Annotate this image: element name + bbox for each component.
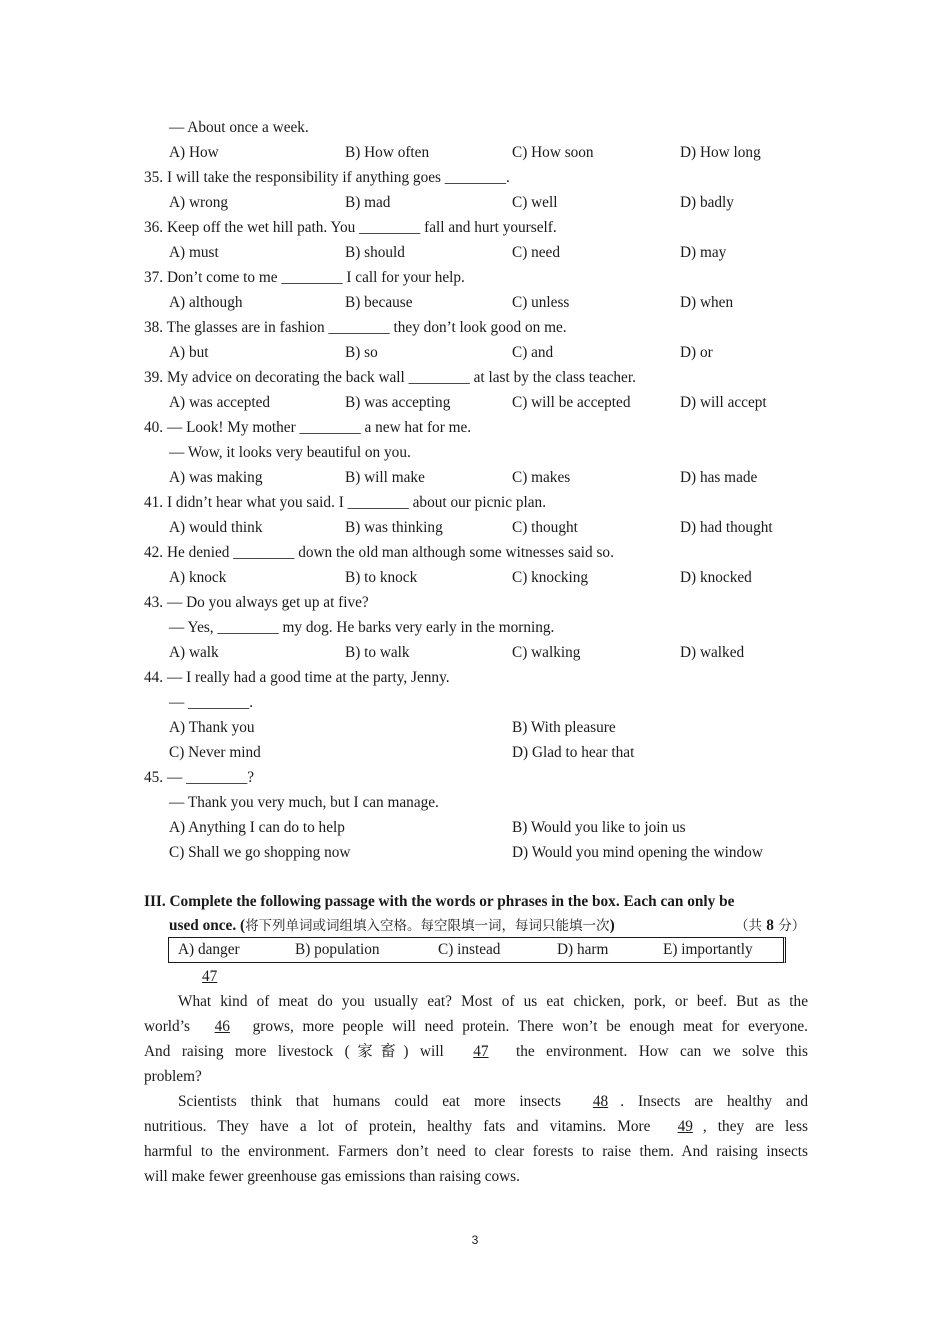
q45-option-b: B) Would you like to join us xyxy=(512,819,686,836)
q41-option-d: D) had thought xyxy=(680,519,773,536)
q36-option-a: A) must xyxy=(169,244,219,261)
q41-option-a: A) would think xyxy=(169,519,263,536)
q39-option-b: B) was accepting xyxy=(345,394,451,411)
q45-option-c: C) Shall we go shopping now xyxy=(169,844,351,861)
q41-stem: 41. I didn’t hear what you said. I ________ about our picnic plan. xyxy=(144,494,547,511)
blank-48: 48 xyxy=(592,1093,609,1110)
p1-line4: problem? xyxy=(144,1068,202,1085)
q43-stem: 43. — Do you always get up at five? xyxy=(144,594,369,611)
q45-option-d: D) Would you mind opening the window xyxy=(512,844,763,861)
q35-option-c: C) well xyxy=(512,194,558,211)
p1-line3-a: And raising more livestock (家畜) will xyxy=(144,1043,444,1060)
p1-line3 xyxy=(144,1040,808,1064)
section3-score xyxy=(735,914,805,938)
q43-option-d: D) walked xyxy=(680,644,745,661)
section3-score-num: 8 xyxy=(766,917,774,934)
q37-option-c: C) unless xyxy=(512,294,570,311)
q44-option-d: D) Glad to hear that xyxy=(512,744,635,761)
q36-option-b: B) should xyxy=(345,244,405,261)
word-box-e: E) importantly xyxy=(663,941,753,958)
q44-stem: 44. — I really had a good time at the party, Jenny. xyxy=(144,669,450,686)
section3-heading-en: used once. ( xyxy=(169,917,246,934)
section3-heading-line1: III. Complete the following passage with the words or phrases in the box. Each can only be xyxy=(144,893,735,910)
q35-option-a: A) wrong xyxy=(169,194,229,211)
q38-option-c: C) and xyxy=(512,344,554,361)
section3-heading-line2 xyxy=(169,914,809,938)
p2-line2-a: nutritious. They have a lot of protein, healthy fats and vitamins. More xyxy=(144,1118,651,1135)
q35-option-b: B) mad xyxy=(345,194,391,211)
section3-score-suffix: 分） xyxy=(773,918,806,934)
p2-line2-tail xyxy=(662,1118,808,1135)
p2-line1-tail xyxy=(575,1093,808,1110)
q41-option-c: C) thought xyxy=(512,519,578,536)
q36-option-c: C) need xyxy=(512,244,560,261)
q45-option-a: A) Anything I can do to help xyxy=(169,819,345,836)
q38-option-d: D) or xyxy=(680,344,713,361)
q34-options xyxy=(169,141,809,165)
p2-line4: will make fewer greenhouse gas emissions than raising cows. xyxy=(144,1168,520,1185)
q35-option-d: D) badly xyxy=(680,194,734,211)
q36-options xyxy=(169,241,809,265)
q45-options-row2 xyxy=(169,841,809,865)
page-number: 3 xyxy=(471,1233,479,1247)
q42-stem: 42. He denied ________ down the old man although some witnesses said so. xyxy=(144,544,614,561)
q41-option-b: B) was thinking xyxy=(345,519,443,536)
q45-response: — Thank you very much, but I can manage. xyxy=(169,794,439,811)
q40-response: — Wow, it looks very beautiful on you. xyxy=(169,444,411,461)
q43-option-c: C) walking xyxy=(512,644,581,661)
q40-option-b: B) will make xyxy=(345,469,425,486)
word-box-d: D) harm xyxy=(557,941,609,958)
q39-option-c: C) will be accepted xyxy=(512,394,631,411)
q38-stem: 38. The glasses are in fashion ________ they don’t look good on me. xyxy=(144,319,567,336)
q44-options-row1 xyxy=(169,716,809,740)
p2-line1-b: . Insects are healthy and xyxy=(620,1093,808,1110)
p2-line2 xyxy=(144,1115,808,1139)
q36-stem: 36. Keep off the wet hill path. You ________ fall and hurt yourself. xyxy=(144,219,557,236)
q43-options xyxy=(169,641,809,665)
q44-response: — ________. xyxy=(169,694,254,711)
q39-option-d: D) will accept xyxy=(680,394,767,411)
q39-option-a: A) was accepted xyxy=(169,394,271,411)
q37-option-b: B) because xyxy=(345,294,413,311)
q37-options xyxy=(169,291,809,315)
word-box-c: C) instead xyxy=(438,941,501,958)
q39-options xyxy=(169,391,809,415)
p1-line2-b: grows, more people will need protein. There won’t be enough meat for everyone. xyxy=(252,1018,808,1035)
word-box-b: B) population xyxy=(295,941,380,958)
q37-option-a: A) although xyxy=(169,294,243,311)
q34-answer-line: — About once a week. xyxy=(169,119,309,136)
p2-line2-b: , they are less xyxy=(702,1118,808,1135)
word-box-a: A) danger xyxy=(178,941,240,958)
q38-option-a: A) but xyxy=(169,344,209,361)
p2-line1-a: Scientists think that humans could eat more insects xyxy=(178,1093,561,1110)
q40-option-a: A) was making xyxy=(169,469,263,486)
q34-option-b: B) How often xyxy=(345,144,430,161)
section3-heading-close: ) xyxy=(609,917,615,934)
q44-option-a: A) Thank you xyxy=(169,719,255,736)
blank-49: 49 xyxy=(677,1118,693,1135)
q44-options-row2 xyxy=(169,741,809,765)
p1-line2-a: world’s xyxy=(144,1018,190,1035)
q40-option-c: C) makes xyxy=(512,469,571,486)
q44-option-c: C) Never mind xyxy=(169,744,261,761)
q39-stem: 39. My advice on decorating the back wall ________ at last by the class teacher. xyxy=(144,369,636,386)
p1-line3-b: the environment. How can we solve this xyxy=(516,1043,808,1060)
q35-stem: 35. I will take the responsibility if anything goes ________. xyxy=(144,169,510,186)
q34-option-a: A) How xyxy=(169,144,219,161)
q38-option-b: B) so xyxy=(345,344,378,361)
q42-option-b: B) to knock xyxy=(345,569,418,586)
q40-option-d: D) has made xyxy=(680,469,758,486)
q40-stem: 40. — Look! My mother ________ a new hat for me. xyxy=(144,419,472,436)
q42-option-c: C) knocking xyxy=(512,569,589,586)
p1-line2 xyxy=(144,1015,808,1039)
q34-option-d: D) How long xyxy=(680,144,761,161)
q37-option-d: D) when xyxy=(680,294,734,311)
q45-options-row1 xyxy=(169,816,809,840)
q42-option-a: A) knock xyxy=(169,569,227,586)
section3-score-prefix: （共 xyxy=(735,918,767,934)
q43-option-b: B) to walk xyxy=(345,644,410,661)
q36-option-d: D) may xyxy=(680,244,727,261)
q45-stem: 45. — ________? xyxy=(144,769,255,786)
q43-option-a: A) walk xyxy=(169,644,219,661)
stray-blank-47: 47 xyxy=(202,968,218,985)
section3-heading-cn: 将下列单词或词组填入空格。每空限填一词，每词只能填一次 xyxy=(245,918,610,934)
q42-option-d: D) knocked xyxy=(680,569,752,586)
q42-options xyxy=(169,566,809,590)
blank-47: 47 xyxy=(473,1043,489,1060)
stray-blank xyxy=(184,965,244,989)
blank-46: 46 xyxy=(214,1018,230,1035)
q37-stem: 37. Don’t come to me ________ I call for your help. xyxy=(144,269,465,286)
q43-response: — Yes, ________ my dog. He barks very early in the morning. xyxy=(169,619,555,636)
q38-options xyxy=(169,341,809,365)
q41-options xyxy=(169,516,809,540)
p2-line3: harmful to the environment. Farmers don’t need to clear forests to raise them. And raising insects xyxy=(144,1143,808,1160)
p1-line1: What kind of meat do you usually eat? Most of us eat chicken, pork, or beef. But as the xyxy=(178,993,808,1010)
word-box xyxy=(168,937,786,963)
q44-option-b: B) With pleasure xyxy=(512,719,616,736)
q34-option-c: C) How soon xyxy=(512,144,594,161)
p2-line1 xyxy=(178,1090,808,1114)
q40-options xyxy=(169,466,809,490)
q35-options xyxy=(169,191,809,215)
